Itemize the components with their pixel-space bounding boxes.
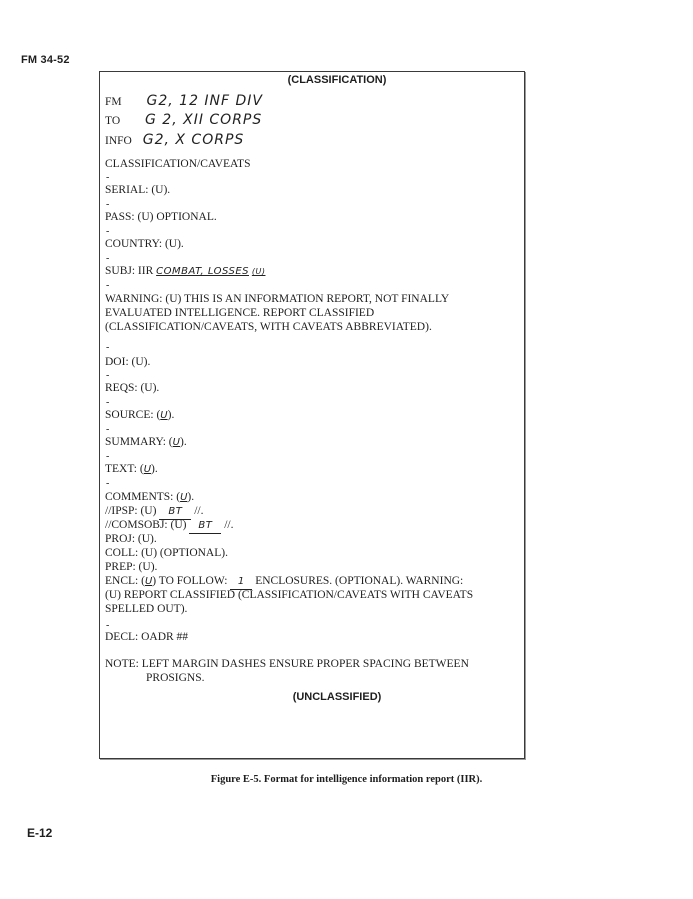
comments-close: ). <box>187 491 195 503</box>
country-line: COUNTRY: (U). <box>105 238 184 250</box>
ipsp-suffix: //. <box>194 505 204 517</box>
encl-mid: ) TO FOLLOW: <box>152 575 228 587</box>
source-label: SOURCE: ( <box>105 409 161 421</box>
encl-suffix: ENCLOSURES. (OPTIONAL). WARNING: <box>255 575 464 587</box>
subj-mark: (U) <box>251 267 266 276</box>
text-label: TEXT: ( <box>105 463 144 475</box>
comments-line <box>105 490 194 505</box>
report-form <box>99 71 525 759</box>
margin-dash: - <box>106 172 110 183</box>
warning-line-3: (CLASSIFICATION/CAVEATS, WITH CAVEATS ABBREVIATED). <box>105 321 432 333</box>
summary-label: SUMMARY: ( <box>105 436 173 448</box>
to-line <box>105 113 262 128</box>
margin-dash: - <box>106 280 110 291</box>
decl-line: DECL: OADR ## <box>105 631 189 643</box>
warning-line-1: WARNING: (U) THIS IS AN INFORMATION REPORT, NOT FINALLY <box>105 293 450 305</box>
source-line <box>105 408 174 423</box>
encl-count: 1 <box>230 575 252 590</box>
reqs-line: REQS: (U). <box>105 382 160 394</box>
margin-dash: - <box>106 370 110 381</box>
classification-caveats: CLASSIFICATION/CAVEATS <box>105 158 251 170</box>
subj-value: COMBAT, LOSSES <box>156 266 249 277</box>
coll-line: COLL: (U) (OPTIONAL). <box>105 547 228 559</box>
comsobj-prefix: //COMSOBJ: (U) <box>105 519 187 531</box>
encl-prefix: ENCL: ( <box>105 575 145 587</box>
margin-dash: - <box>106 397 110 408</box>
serial-line: SERIAL: (U). <box>105 184 171 196</box>
manual-header: FM 34-52 <box>21 54 70 66</box>
encl-line-3: SPELLED OUT). <box>105 603 188 615</box>
encl-mark: U <box>144 576 153 587</box>
summary-mark: U <box>172 437 180 448</box>
encl-line-2: (U) REPORT CLASSIFIED (CLASSIFICATION/CAVEATS WITH CAVEATS <box>105 589 474 601</box>
source-mark: U <box>160 410 168 421</box>
summary-line <box>105 435 187 450</box>
ipsp-prefix: //IPSP: (U) <box>105 505 157 517</box>
margin-dash: - <box>106 424 110 435</box>
ipsp-value: BT <box>159 505 191 520</box>
comments-label: COMMENTS: ( <box>105 491 181 503</box>
pass-line: PASS: (U) OPTIONAL. <box>105 211 217 223</box>
source-close: ). <box>167 409 175 421</box>
to-value: G 2, XII CORPS <box>145 112 263 128</box>
margin-dash: - <box>106 226 110 237</box>
text-line <box>105 462 158 477</box>
proj-line: PROJ: (U). <box>105 533 157 545</box>
note-line-1: NOTE: LEFT MARGIN DASHES ENSURE PROPER SPACING BETWEEN <box>105 658 469 670</box>
to-label: TO <box>105 115 121 127</box>
info-line <box>105 133 244 148</box>
subj-line <box>105 264 265 279</box>
info-value: G2, X CORPS <box>142 132 245 148</box>
warning-line-2: EVALUATED INTELLIGENCE. REPORT CLASSIFIED <box>105 307 375 319</box>
margin-dash: - <box>106 253 110 264</box>
margin-dash: - <box>106 342 110 353</box>
subj-prefix: SUBJ: IIR <box>105 265 154 277</box>
doi-line: DOI: (U). <box>105 356 151 368</box>
comments-mark: U <box>180 492 188 503</box>
comsobj-value: BT <box>189 519 221 534</box>
info-label: INFO <box>105 135 132 147</box>
summary-close: ). <box>179 436 187 448</box>
comsobj-suffix: //. <box>224 519 234 531</box>
figure-caption: Figure E-5. Format for intelligence information report (IIR). <box>210 774 483 785</box>
text-mark: U <box>143 464 152 475</box>
fm-value: G2, 12 INF DIV <box>146 93 264 109</box>
page-number: E-12 <box>27 826 53 840</box>
margin-dash: - <box>106 478 110 489</box>
top-classification: (CLASSIFICATION) <box>287 74 387 86</box>
margin-dash: - <box>106 451 110 462</box>
margin-dash: - <box>106 620 110 631</box>
prep-line: PREP: (U). <box>105 561 158 573</box>
note-line-2: PROSIGNS. <box>146 672 205 684</box>
fm-label: FM <box>105 96 122 108</box>
margin-dash: - <box>106 199 110 210</box>
text-close: ). <box>151 463 158 475</box>
bottom-classification: (UNCLASSIFIED) <box>292 691 382 703</box>
fm-line <box>105 94 263 109</box>
